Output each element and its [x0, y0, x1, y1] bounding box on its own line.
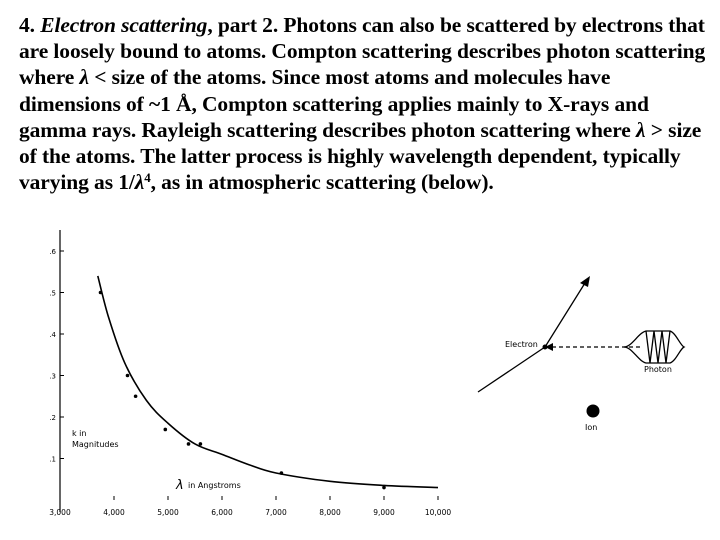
y-tick-label: .5: [49, 289, 56, 298]
text-segment: , part 2. Photons can also be scattered by electrons that are loosely bound to atoms. Compton scattering describes photon scattering where: [19, 13, 706, 90]
exponent: 4: [144, 170, 151, 186]
lambda-symbol: λ: [134, 170, 145, 195]
photon-label: Photon: [644, 365, 672, 374]
y-axis-label: k in: [72, 429, 87, 438]
item-number: 4.: [19, 13, 41, 37]
ion-label: Ion: [585, 423, 598, 432]
x-tick-label: 9,000: [373, 508, 395, 517]
y-tick-label: .3: [49, 372, 56, 381]
x-tick-label: 5,000: [157, 508, 179, 517]
y-tick-label: .2: [49, 414, 56, 422]
lambda-symbol: λ: [79, 65, 89, 90]
x-tick-label: 10,000: [424, 508, 452, 517]
y-tick-label: .4: [49, 331, 56, 339]
topic-title: Electron scattering: [40, 13, 208, 37]
ion-dot-icon: [587, 405, 600, 418]
scattered-arrow-icon: [580, 276, 590, 287]
x-tick-label: 6,000: [211, 508, 233, 517]
x-axis-lambda-symbol: λ: [176, 478, 184, 493]
scattered-photon-path: [545, 283, 585, 347]
recoil-electron-path: [478, 347, 545, 392]
lambda-symbol: λ: [636, 117, 646, 142]
y-axis-label-line2: Magnitudes: [72, 440, 119, 449]
text-segment: < size of the atoms. Since most atoms and molecules have dimensions of ~1 Å, Compton scattering applies mainly to X-rays and gamma rays. Rayleigh scattering describes photon scattering where: [19, 65, 649, 142]
y-tick-label: .1: [49, 455, 56, 464]
y-tick-label: .6: [49, 248, 56, 256]
x-tick-label: 8,000: [319, 508, 341, 517]
x-axis-label: in Angstroms: [188, 481, 241, 490]
electron-label: Electron: [505, 340, 538, 349]
x-tick-label: 4,000: [103, 508, 125, 517]
text-segment: > size of the atoms. The latter process is highly wavelength dependent, typically varying as 1/: [19, 117, 702, 195]
x-tick-label: 3,000: [49, 508, 71, 517]
x-tick-label: 7,000: [265, 508, 287, 517]
text-segment: , as in atmospheric scattering (below).: [150, 170, 494, 195]
